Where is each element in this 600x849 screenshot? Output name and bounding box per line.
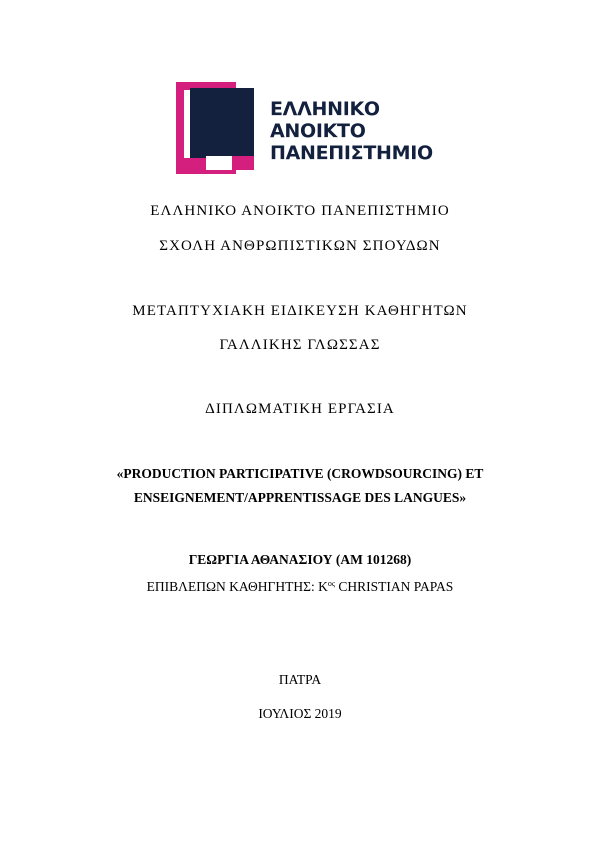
supervisor-label: ΕΠΙΒΛΕΠΩΝ ΚΑΘΗΓΗΤΗΣ: Κ	[146, 579, 328, 594]
logo-line-1: ΕΛΛΗΝΙΚΟ	[270, 98, 380, 120]
logo-mark-icon	[176, 82, 266, 174]
program-line-2: ΓΑΛΛΙΚΗΣ ΓΛΩΣΣΑΣ	[219, 337, 381, 353]
school-name: ΣΧΟΛΗ ΑΝΘΡΩΠΙΣΤΙΚΩΝ ΣΠΟΥΔΩΝ	[159, 238, 441, 254]
university-logo	[176, 82, 433, 174]
author-name: ΓΕΩΡΓΙΑ ΑΘΑΝΑΣΙΟΥ (ΑΜ 101268)	[188, 552, 412, 567]
logo-wordmark	[270, 98, 433, 164]
supervisor-name: CHRISTIAN PAPAS	[335, 579, 454, 594]
city: ΠΑΤΡΑ	[278, 672, 322, 687]
logo-line-2: ΑΝΟΙΚΤΟ	[270, 120, 366, 142]
supervisor-title-sup: ος	[327, 579, 336, 588]
program-line-1: ΜΕΤΑΠΤΥΧΙΑΚΗ ΕΙΔΙΚΕΥΣΗ ΚΑΘΗΓΗΤΩΝ	[132, 303, 468, 319]
thesis-title-line-2: ENSEIGNEMENT/APPRENTISSAGE DES LANGUES»	[133, 490, 467, 505]
thesis-title-line-1: «PRODUCTION PARTICIPATIVE (CROWDSOURCING) ET	[116, 466, 484, 481]
date: ΙΟΥΛΙΟΣ 2019	[258, 706, 342, 721]
supervisor-line	[0, 579, 600, 595]
document-type: ΔΙΠΛΩΜΑΤΙΚΗ ΕΡΓΑΣΙΑ	[205, 401, 395, 417]
university-name: ΕΛΛΗΝΙΚΟ ΑΝΟΙΚΤΟ ΠΑΝΕΠΙΣΤΗΜΙΟ	[150, 203, 450, 219]
logo-line-3: ΠΑΝΕΠΙΣΤΗΜΙΟ	[270, 142, 433, 164]
